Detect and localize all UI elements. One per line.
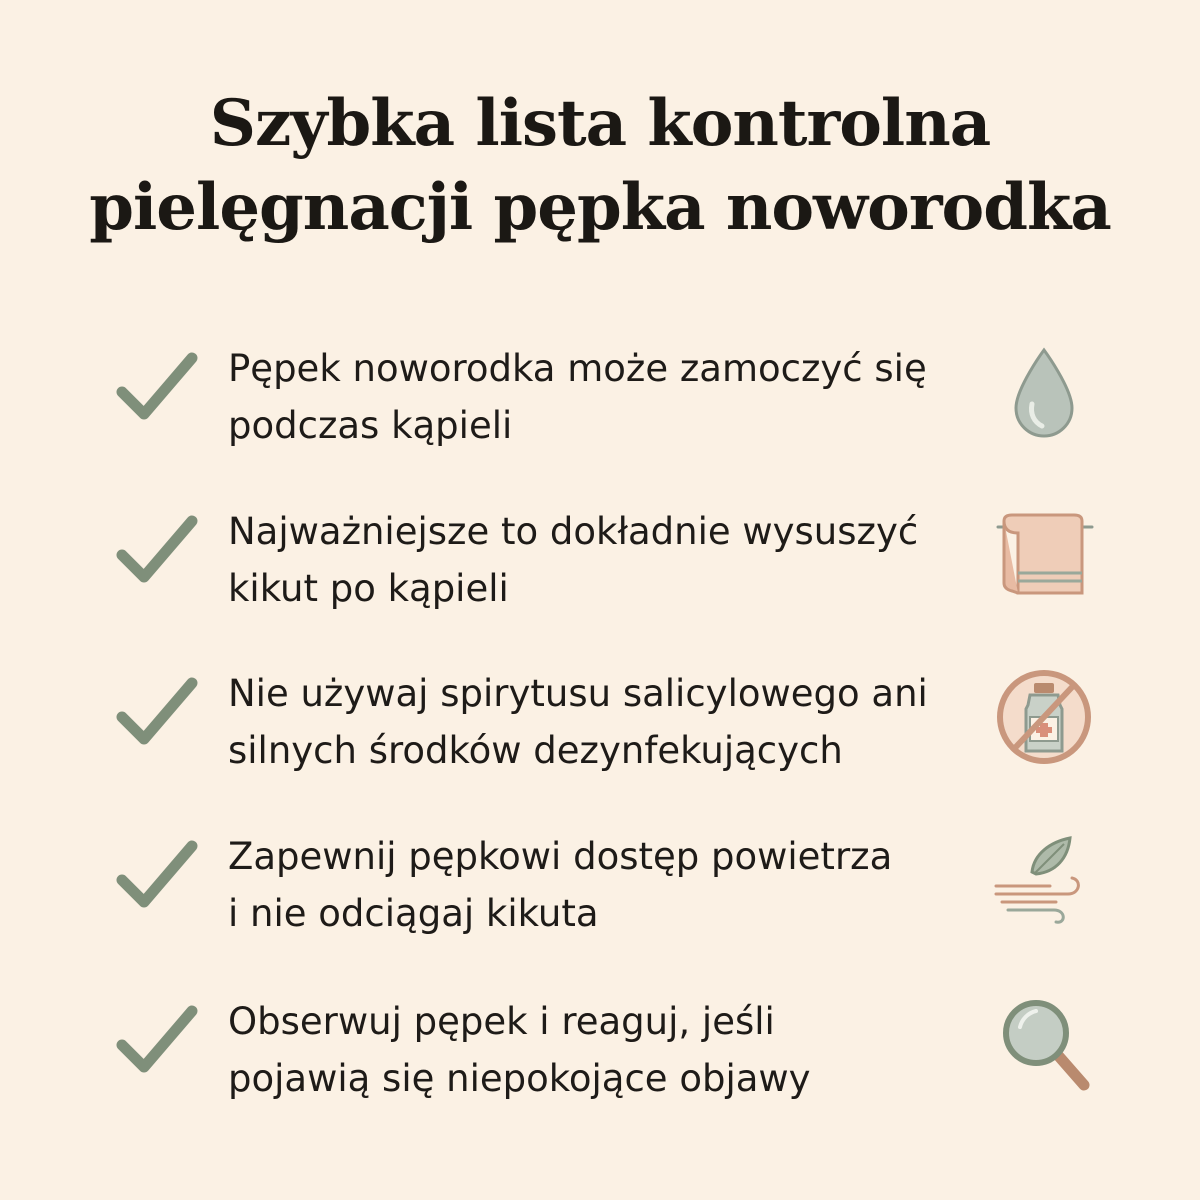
towel-icon [994,503,1094,613]
checklist-item-text [228,993,998,1107]
checklist-item [0,340,1200,480]
checklist-item-text [228,340,998,454]
checklist-item-line: Zapewnij pępkowi dostęp powietrza [228,835,893,878]
checklist-item-line: pojawią się niepokojące objawy [228,1057,811,1100]
magnifying-glass-icon [994,993,1094,1103]
checkmark-icon [112,999,200,1079]
checklist-item-text [228,503,998,617]
checklist-item-text [228,665,998,779]
checkmark-icon [112,834,200,914]
checklist-item-line: kikut po kąpieli [228,567,509,610]
checklist-item-line: i nie odciągaj kikuta [228,892,599,935]
water-drop-icon [994,340,1094,450]
leaf-wind-icon [994,828,1094,938]
checkmark-icon [112,346,200,426]
checklist-item-text [228,828,998,942]
title-line-1: Szybka lista kontrolna [209,86,991,161]
checklist-item [0,993,1200,1133]
page-title [0,82,1200,250]
checklist-item-line: Nie używaj spirytusu salicylowego ani [228,672,928,715]
checklist-item [0,503,1200,643]
checklist-item-line: Najważniejsze to dokładnie wysuszyć [228,510,919,553]
checklist-item-line: Pępek noworodka może zamoczyć się [228,347,927,390]
checkmark-icon [112,509,200,589]
checklist-item-line: silnych środków dezynfekujących [228,729,843,772]
checklist-item [0,665,1200,805]
checkmark-icon [112,671,200,751]
title-line-2: pielęgnacji pępka noworodka [89,170,1111,245]
checklist-item-line: Obserwuj pępek i reaguj, jeśli [228,1000,775,1043]
checklist-item [0,828,1200,968]
checklist-item-line: podczas kąpieli [228,404,513,447]
no-medicine-bottle-icon [994,665,1094,775]
